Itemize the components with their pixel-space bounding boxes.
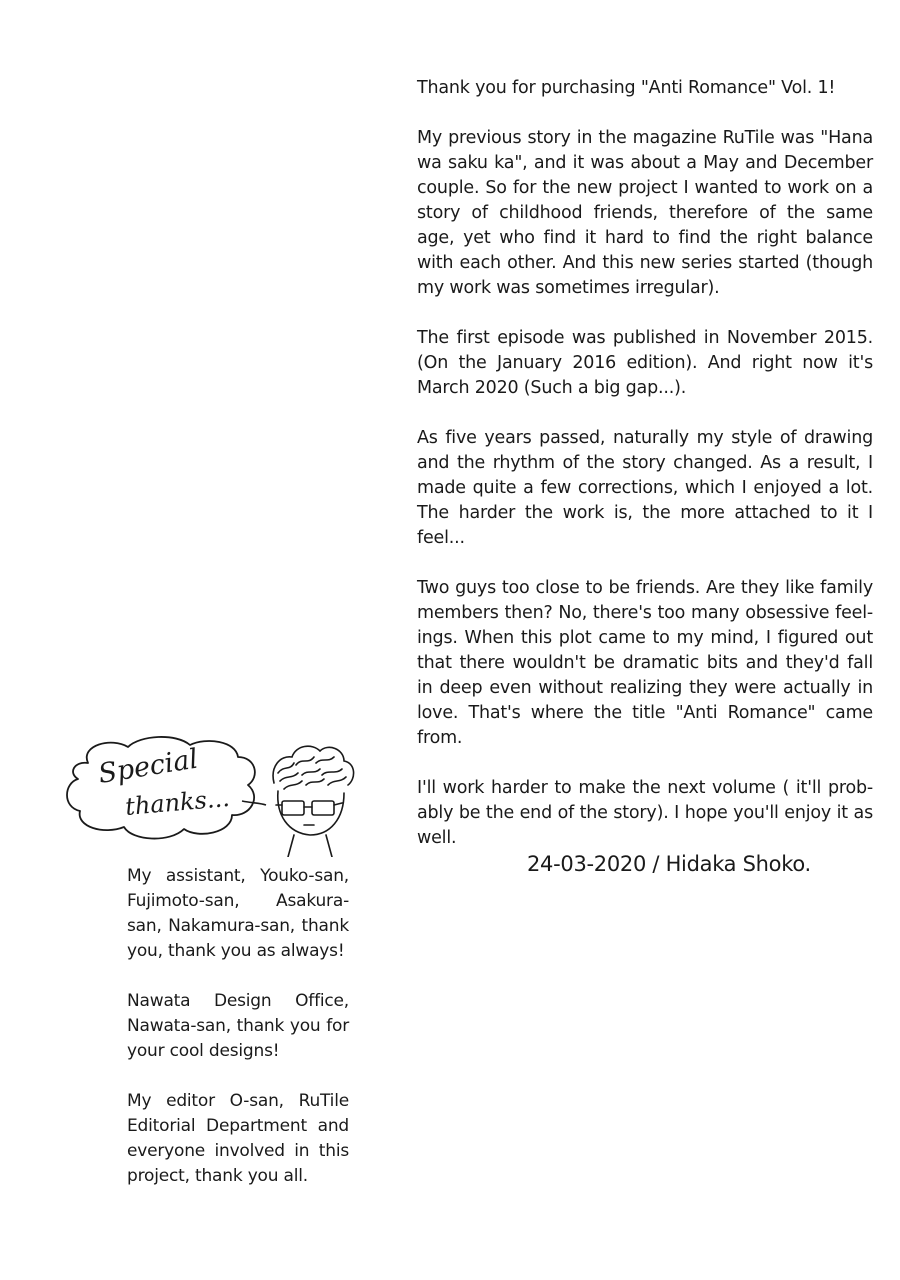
thanks-paragraph-assistants: My assistant, Youko-san, Fujimoto-san, Asakura-san, Nakamura-san, thank you, thank you as always! [127,866,349,961]
special-thanks-text [127,864,349,1214]
afterword-paragraph-6: I'll work harder to make the next volume ( it'll prob-ably be the end of the story). I hope you'll enjoy it as well. [417,778,873,848]
bubble-text-thanks: thanks... [124,783,231,821]
afterword-paragraph-4: As five years passed, naturally my style of drawing and the rhythm of the story changed. As a result, I made quite a few corrections, which I enjoyed a lot. The harder the work is, the more attached to it I feel... [417,428,873,548]
afterword-paragraph-5: Two guys too close to be friends. Are they like family members then? No, there's too many obsessive feel-ings. When this plot came to my mind, I figured out that there wouldn't be dramatic bits and they'd fall in deep even without realizing they were actually in love. That's where the title "Anti Romance" came from. [417,578,873,748]
thanks-paragraph-editor: My editor O-san, RuTile Editorial Department and everyone involved in this project, thank you all. [127,1091,349,1186]
afterword-paragraph-3: The first episode was published in November 2015. (On the January 2016 edition). And right now it's March 2020 (Such a big gap...). [417,328,873,398]
afterword-paragraph-1: Thank you for purchasing "Anti Romance" Vol. 1! [417,78,836,98]
thanks-paragraph-design: Nawata Design Office, Nawata-san, thank you for your cool designs! [127,991,349,1061]
author-chibi-drawing [273,746,353,857]
afterword-paragraph-2: My previous story in the magazine RuTile was "Hana wa saku ka", and it was about a May and December couple. So for the new project I wanted to work on a story of childhood friends, therefore of the same age, yet who find it hard to find the right balance with each other. And this new series started (though my work was sometimes irregular). [417,128,873,298]
author-signature: 24-03-2020 / Hidaka Shoko. [527,852,811,876]
bubble-text-special: Special [96,743,201,790]
afterword-text [417,76,873,876]
special-thanks-illustration [66,735,358,857]
